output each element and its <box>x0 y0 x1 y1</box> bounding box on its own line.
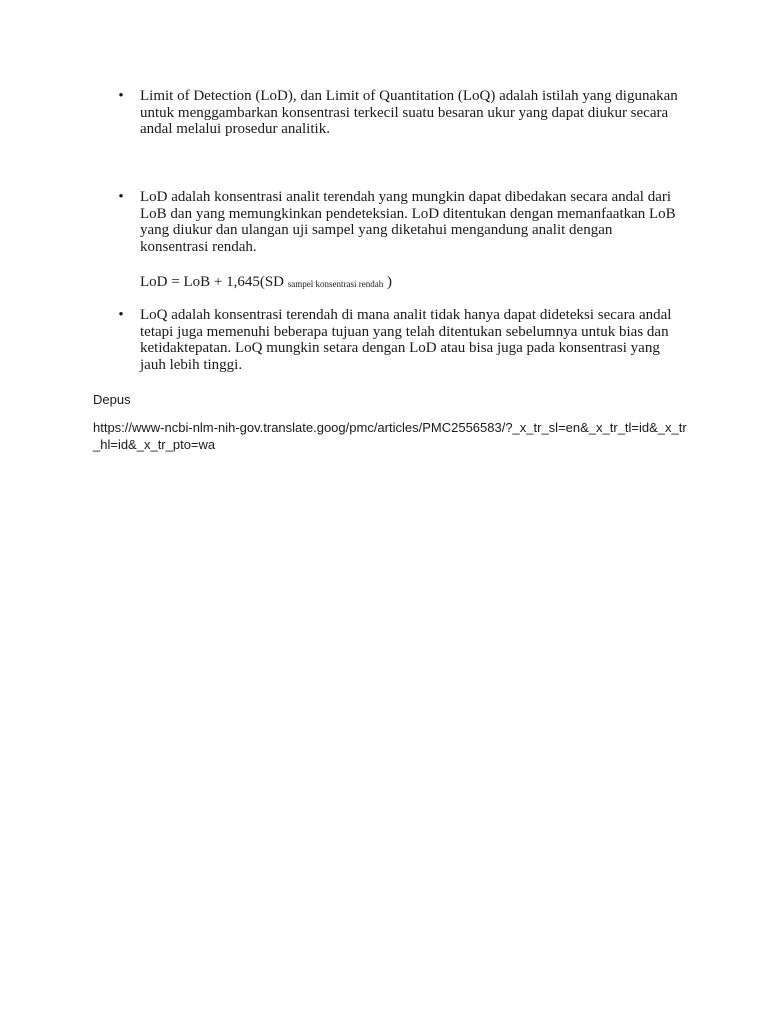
source-url[interactable]: https://www-ncbi-nlm-nih-gov.translate.goog/pmc/articles/PMC2556583/?_x_tr_sl=en&_x_tr_tl=id&_x_tr_hl=id&_x_tr_pto=wa <box>93 420 687 452</box>
bullet-icon: • <box>118 189 124 205</box>
bullet-item-loq <box>118 307 680 374</box>
bullet-item-lod <box>118 189 680 256</box>
bullet-item-definition <box>118 88 680 138</box>
source-label: Depus <box>93 392 131 407</box>
bullet-icon: • <box>118 307 124 323</box>
bullet-icon: • <box>118 88 124 104</box>
lod-formula <box>140 274 680 293</box>
formula-close: ) <box>387 274 392 290</box>
bullet-text: Limit of Detection (LoD), dan Limit of Quantitation (LoQ) adalah istilah yang digunakan untuk menggambarkan konsentrasi terkecil suatu besaran ukur yang dapat diukur secara andal melalui prosedur analitik. <box>140 88 678 138</box>
bullet-text: LoQ adalah konsentrasi terendah di mana analit tidak hanya dapat dideteksi secara andal tetapi juga memenuhi beberapa tujuan yang telah ditentukan sebelumnya untuk bias dan ketidaktepatan. LoQ mungkin setara dengan LoD atau bisa juga pada konsentrasi yang jauh lebih tinggi. <box>140 307 672 374</box>
formula-subscript: sampel konsentrasi rendah <box>287 279 384 289</box>
formula-main: LoD = LoB + 1,645(SD <box>140 274 285 290</box>
bullet-text: LoD adalah konsentrasi analit terendah yang mungkin dapat dibedakan secara andal dari LoB dan yang memungkinkan pendeteksian. LoD ditentukan dengan memanfaatkan LoB yang diukur dan ulangan uji sampel yang diketahui mengandung analit dengan konsentrasi rendah. <box>140 189 676 256</box>
